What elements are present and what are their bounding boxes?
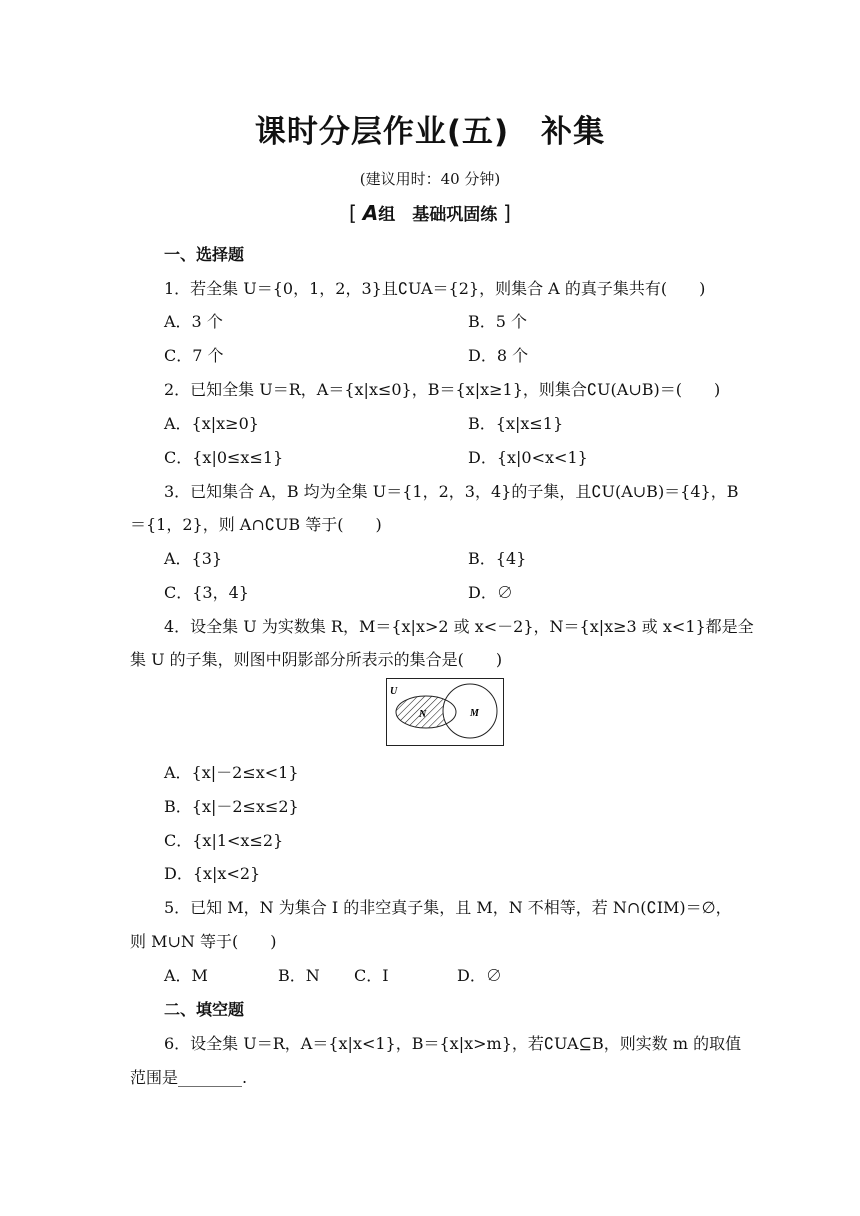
page-title: 课时分层作业(五) 补集 [254,114,606,150]
q3-option-b: B．{4} [468,549,527,568]
q4-option-d: D．{x|x<2} [164,864,261,883]
group-text: 组 基础巩固练 [378,205,498,225]
group-open-bracket: [ [349,201,357,225]
q1-stem: 1．若全集 U＝{0，1，2，3}且∁UA＝{2}，则集合 A 的真子集共有( ) [164,279,706,298]
q5-option-b: B．N [278,966,320,985]
time-note: (建议用时：40 分钟) [359,170,501,188]
q1-option-d: D．8 个 [468,346,529,365]
venn-label-u: U [390,686,398,697]
q4-option-b: B．{x|－2≤x≤2} [164,797,299,816]
q4-option-a: A．{x|－2≤x<1} [164,763,299,782]
q4-option-c: C．{x|1<x≤2} [164,831,284,850]
q3-option-a: A．{3} [164,549,223,568]
q5-option-a: A．M [164,966,208,985]
q2-option-b: B．{x|x≤1} [468,414,564,433]
q4-stem-line2: 集 U 的子集，则图中阴影部分所表示的集合是( ) [130,650,503,669]
q3-option-d: D．∅ [468,583,513,602]
q3-option-c: C．{3，4} [164,583,249,602]
section-choice: 一、选择题 [164,245,245,264]
shaded-region [386,678,504,746]
q4-stem-line1: 4．设全集 U 为实数集 R，M＝{x|x>2 或 x<－2}，N＝{x|x≥3 或 x<1}都是全 [164,617,754,636]
q2-option-a: A．{x|x≥0} [164,414,259,433]
venn-label-m: M [470,708,479,719]
q3-stem-line2: ＝{1，2}，则 A∩∁UB 等于( ) [130,515,382,534]
group-letter: A [362,201,379,225]
q5-stem-line2: 则 M∪N 等于( ) [130,932,277,951]
q1-option-a: A．3 个 [164,312,223,331]
venn-diagram [386,678,504,746]
q5-option-d: D．∅ [457,966,502,985]
q3-stem-line1: 3．已知集合 A，B 均为全集 U＝{1，2，3，4}的子集，且∁U(A∪B)＝{4}，B [164,482,739,501]
q5-stem-line1: 5．已知 M，N 为集合 I 的非空真子集，且 M，N 不相等，若 N∩(∁IM)＝∅， [164,898,732,917]
q5-option-c: C．I [354,966,389,985]
q2-option-d: D．{x|0<x<1} [468,448,588,467]
q6-stem-line2: 范围是________. [130,1068,248,1087]
venn-label-n: N [419,709,427,720]
section-fill: 二、填空题 [164,1000,245,1019]
q2-option-c: C．{x|0≤x≤1} [164,448,284,467]
group-close-bracket: ] [503,201,511,225]
group-heading [0,200,860,225]
q1-option-c: C．7 个 [164,346,224,365]
q2-stem: 2．已知全集 U＝R，A＝{x|x≤0}，B＝{x|x≥1}，则集合∁U(A∪B)＝( ) [164,380,721,399]
q1-option-b: B．5 个 [468,312,528,331]
q6-stem-line1: 6．设全集 U＝R，A＝{x|x<1}，B＝{x|x>m}，若∁UA⊆B，则实数 m 的取值 [164,1034,742,1053]
